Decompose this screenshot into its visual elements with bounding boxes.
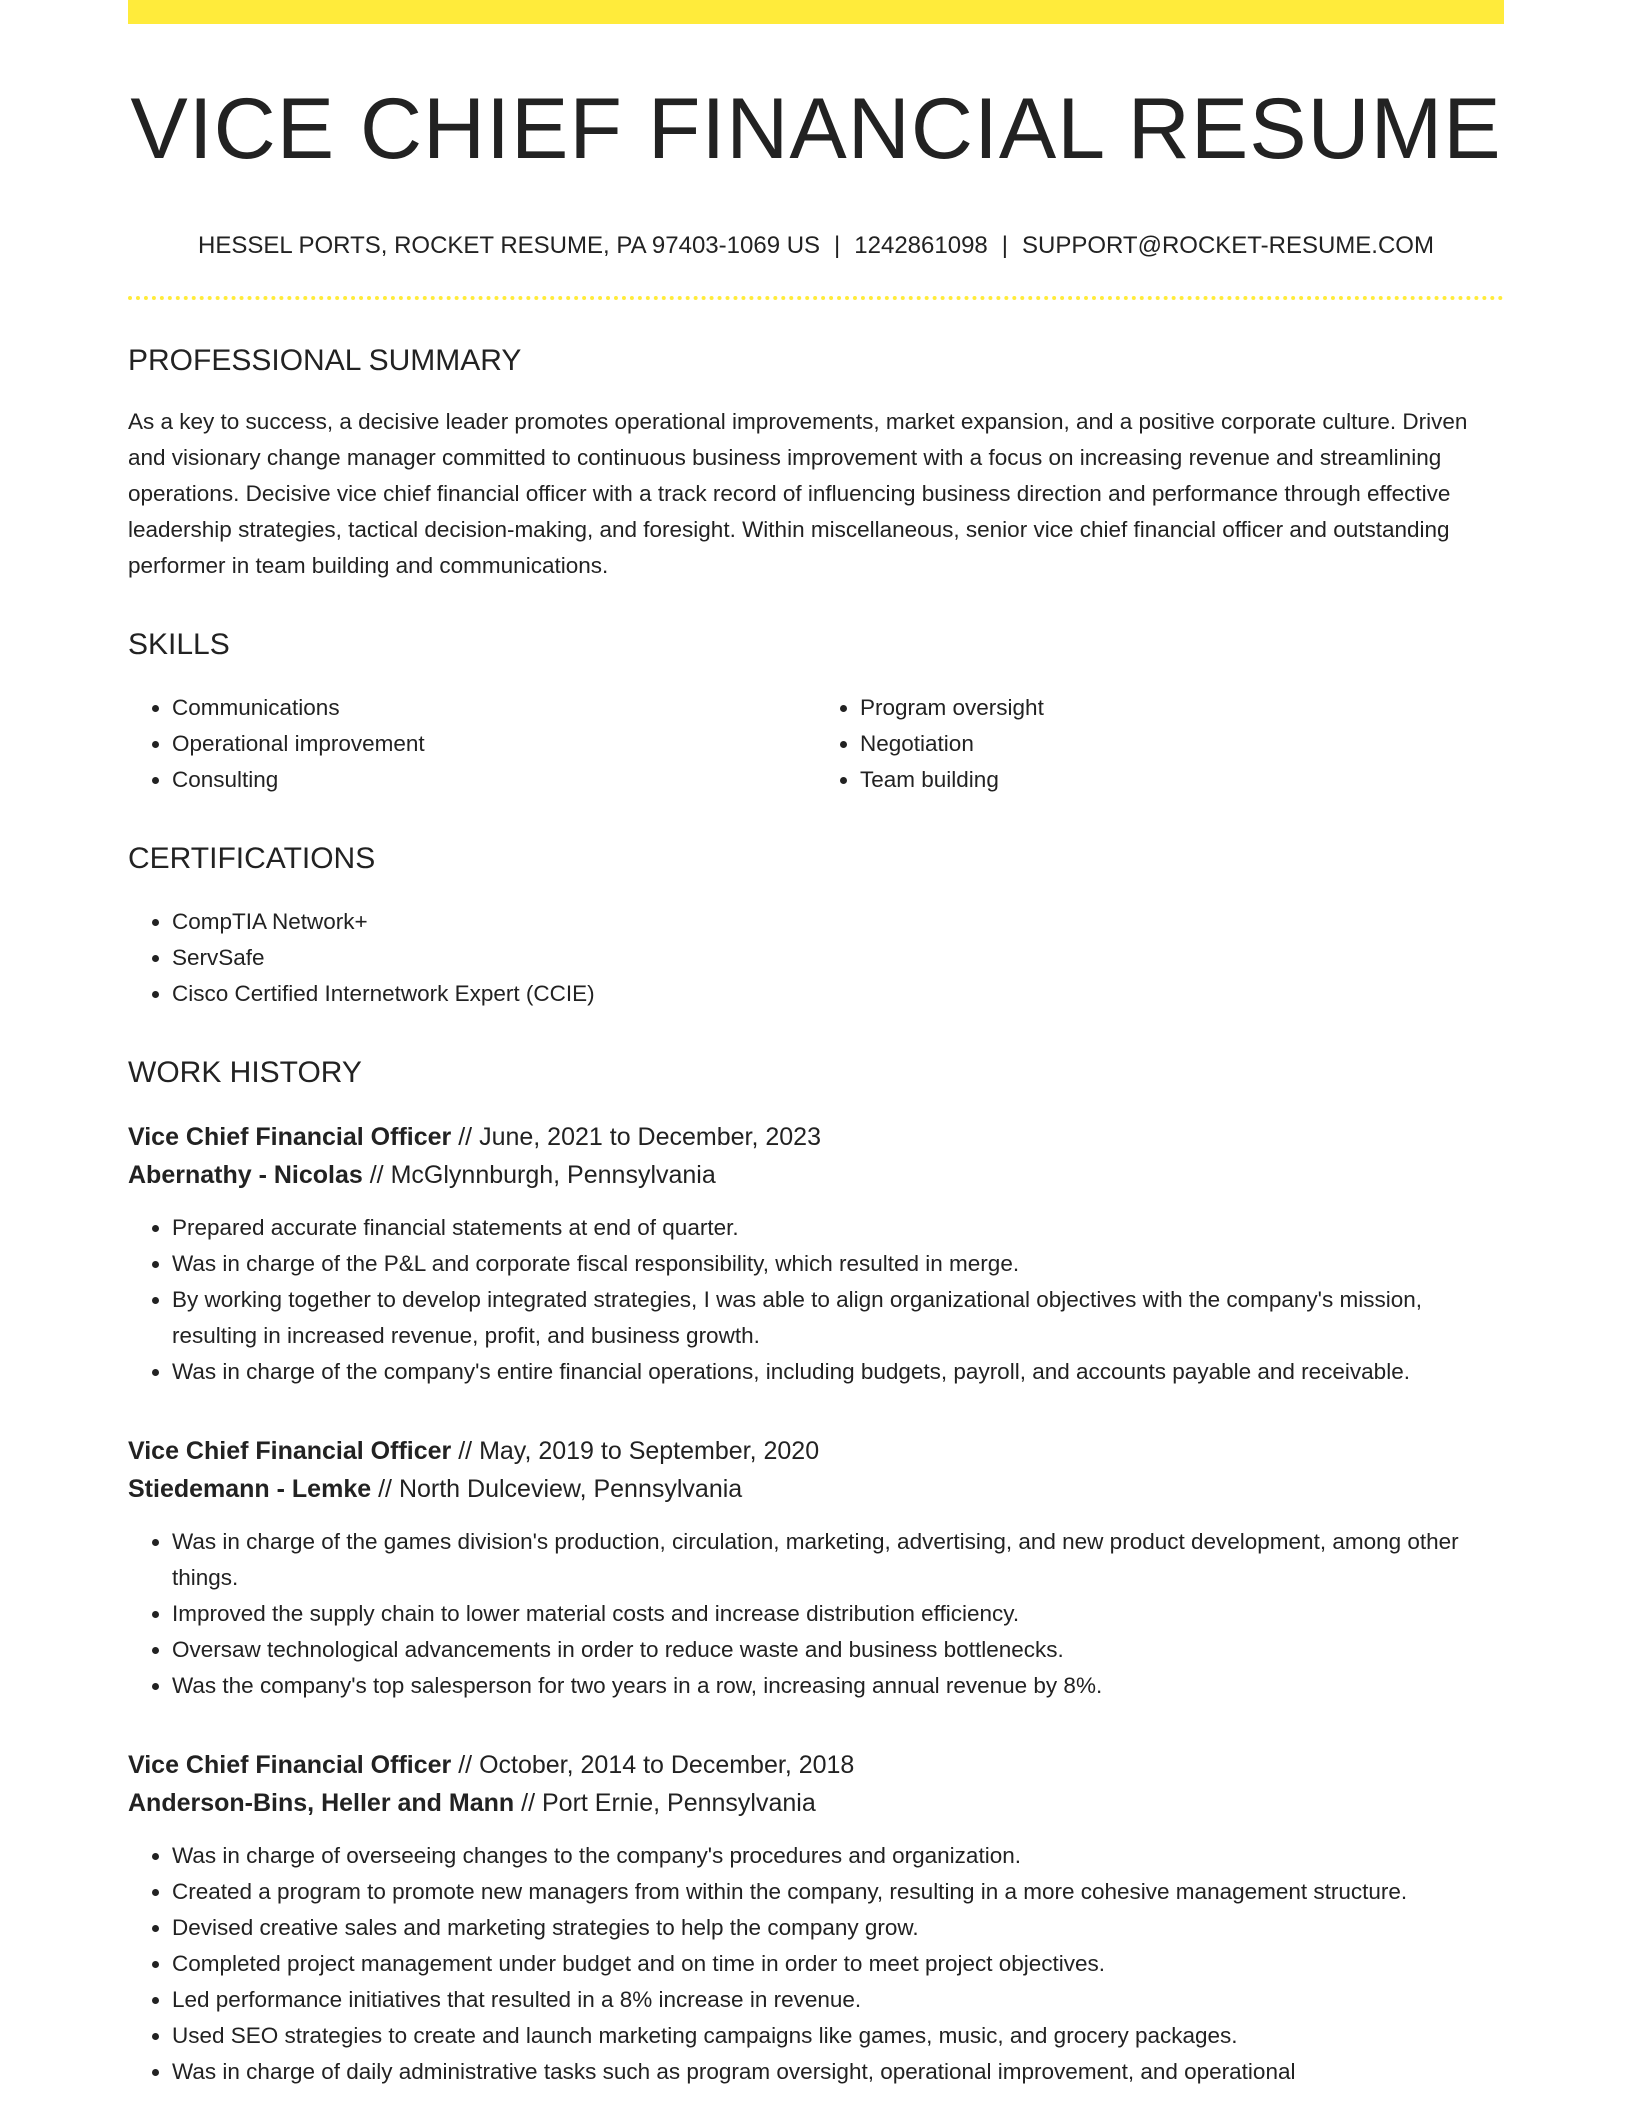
certification-item: • CompTIA Network+ (172, 904, 1504, 940)
job-dates: October, 2014 to December, 2018 (479, 1751, 855, 1779)
resume-page (128, 0, 1504, 2090)
certification-item: • ServSafe (172, 940, 1504, 976)
contact-separator: | (834, 232, 841, 259)
job-company-line (128, 1156, 1504, 1194)
job-role: Vice Chief Financial Officer (128, 1123, 452, 1151)
skill-item: • Operational improvement (172, 726, 816, 762)
job-company: Anderson-Bins, Heller and Mann (128, 1789, 515, 1817)
job-bullet: • Prepared accurate financial statements at end of quarter. (172, 1210, 1504, 1246)
job-entry (128, 1746, 1504, 2090)
job-bullet: • Was in charge of daily administrative tasks such as program oversight, operational improvement, and operational (172, 2054, 1504, 2090)
contact-email: SUPPORT@ROCKET-RESUME.COM (1022, 232, 1434, 259)
job-bullet: • Was in charge of overseeing changes to the company's procedures and organization. (172, 1838, 1504, 1874)
job-separator: // (458, 1751, 473, 1779)
job-bullet: • Devised creative sales and marketing strategies to help the company grow. (172, 1910, 1504, 1946)
job-company: Stiedemann - Lemke (128, 1475, 372, 1503)
dotted-divider (128, 296, 1504, 300)
resume-title: VICE CHIEF FINANCIAL RESUME (130, 81, 1502, 177)
job-bullets (128, 1838, 1504, 2090)
section-title-skills: SKILLS (128, 628, 230, 661)
job-dates: June, 2021 to December, 2023 (479, 1123, 821, 1151)
contact-phone: 1242861098 (854, 232, 988, 259)
summary-text: As a key to success, a decisive leader promotes operational improvements, market expansion, and a positive corporate culture. Driven and visionary change manager committed to continuous business improvement with a focus on increasing revenue and streamlining operations. Decisive vice chief financial officer with a track record of influencing business direction and performance through effective leadership strategies, tactical decision-making, and foresight. Within miscellaneous, senior vice chief financial officer and outstanding performer in team building and communications. (128, 409, 1468, 578)
skill-item: • Consulting (172, 762, 816, 798)
job-company-line (128, 1470, 1504, 1508)
skills-list-right (816, 690, 1504, 798)
job-bullets (128, 1210, 1504, 1390)
job-bullet: • Was in charge of the company's entire financial operations, including budgets, payroll, and accounts payable and receivable. (172, 1354, 1504, 1390)
job-role: Vice Chief Financial Officer (128, 1437, 452, 1465)
job-location: North Dulceview, Pennsylvania (398, 1475, 743, 1503)
accent-top-bar (128, 0, 1504, 24)
job-company-line (128, 1784, 1504, 1822)
skills-grid (128, 690, 1504, 798)
certifications-list (128, 904, 1504, 1012)
job-separator: // (369, 1161, 384, 1189)
certification-item: • Cisco Certified Internetwork Expert (CCIE) (172, 976, 1504, 1012)
contact-line (128, 234, 1504, 258)
job-company: Abernathy - Nicolas (128, 1161, 363, 1189)
job-location: Port Ernie, Pennsylvania (541, 1789, 816, 1817)
job-separator: // (378, 1475, 392, 1503)
skill-item: • Team building (860, 762, 1504, 798)
skill-item: • Communications (172, 690, 816, 726)
job-entry (128, 1118, 1504, 1390)
job-separator: // (458, 1123, 473, 1151)
job-bullet: • Used SEO strategies to create and launch marketing campaigns like games, music, and grocery packages. (172, 2018, 1504, 2054)
job-location: McGlynnburgh, Pennsylvania (390, 1161, 716, 1189)
job-bullet: • Was in charge of the games division's production, circulation, marketing, advertising, and new product development, among other things. (172, 1524, 1504, 1596)
job-role-line (128, 1118, 1504, 1156)
section-title-summary: PROFESSIONAL SUMMARY (128, 344, 522, 377)
job-bullet: • Was in charge of the P&L and corporate fiscal responsibility, which resulted in merge. (172, 1246, 1504, 1282)
skill-item: • Program oversight (860, 690, 1504, 726)
contact-address: HESSEL PORTS, ROCKET RESUME, PA 97403-1069 US (198, 232, 821, 259)
section-title-certifications: CERTIFICATIONS (128, 842, 376, 875)
job-dates: May, 2019 to September, 2020 (479, 1437, 820, 1465)
job-bullet: • Led performance initiatives that resulted in a 8% increase in revenue. (172, 1982, 1504, 2018)
job-role: Vice Chief Financial Officer (128, 1751, 452, 1779)
job-bullet: • Oversaw technological advancements in order to reduce waste and business bottlenecks. (172, 1632, 1504, 1668)
job-role-line (128, 1432, 1504, 1470)
job-separator: // (458, 1437, 473, 1465)
contact-separator: | (1001, 232, 1008, 259)
section-title-work-history: WORK HISTORY (128, 1056, 362, 1089)
job-bullets (128, 1524, 1504, 1704)
job-bullet: • By working together to develop integrated strategies, I was able to align organizational objectives with the company's mission, resulting in increased revenue, profit, and business growth. (172, 1282, 1504, 1354)
job-bullet: • Improved the supply chain to lower material costs and increase distribution efficiency. (172, 1596, 1504, 1632)
job-role-line (128, 1746, 1504, 1784)
skill-item: • Negotiation (860, 726, 1504, 762)
job-separator: // (521, 1789, 536, 1817)
job-entry (128, 1432, 1504, 1704)
skills-list-left (128, 690, 816, 798)
job-bullet: • Completed project management under budget and on time in order to meet project objectives. (172, 1946, 1504, 1982)
job-bullet: • Was the company's top salesperson for two years in a row, increasing annual revenue by 8%. (172, 1668, 1504, 1704)
job-bullet: • Created a program to promote new managers from within the company, resulting in a more cohesive management structure. (172, 1874, 1504, 1910)
